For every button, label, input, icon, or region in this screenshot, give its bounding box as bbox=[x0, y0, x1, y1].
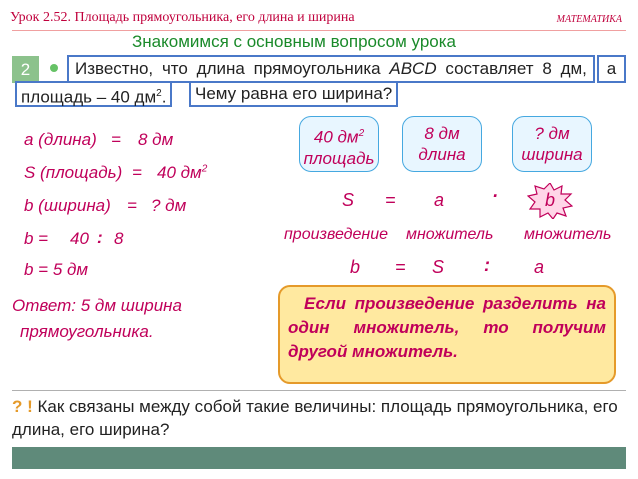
rule-line1 bbox=[288, 292, 606, 316]
pill-area-label: площадь bbox=[303, 148, 375, 168]
formula2-op: : bbox=[484, 255, 490, 275]
calc2: b = 5 дм bbox=[24, 260, 89, 279]
pill-length-value: 8 дм bbox=[424, 124, 460, 143]
solution-s-label: S (площадь) bbox=[24, 163, 123, 182]
term-factor2: множитель bbox=[524, 226, 612, 243]
rule-word: произведение bbox=[354, 294, 475, 313]
pill-area bbox=[299, 116, 379, 172]
formula1-eq: = bbox=[385, 190, 396, 210]
term-factor1: множитель bbox=[406, 226, 494, 243]
rule-word: разделить bbox=[482, 294, 578, 313]
rule-word: множитель, bbox=[353, 318, 460, 337]
answer-line2: прямоугольника. bbox=[20, 322, 154, 341]
task-word: ABCD bbox=[389, 59, 437, 78]
task-word: дм, bbox=[560, 59, 587, 78]
solution-b-label: b (ширина) bbox=[24, 196, 111, 215]
formula1-op: · bbox=[492, 186, 498, 206]
solution-a-value: 8 дм bbox=[138, 130, 174, 149]
rule-word: то bbox=[483, 318, 509, 337]
answer-line1: Ответ: 5 дм ширина bbox=[12, 296, 182, 315]
rule-word: получим bbox=[532, 318, 606, 337]
task-area-sup: 2 bbox=[156, 88, 162, 99]
task-word: составляет bbox=[445, 59, 534, 78]
task-text-line1 bbox=[67, 55, 595, 83]
question-marks: ? ! bbox=[12, 397, 33, 416]
pill-length bbox=[402, 116, 482, 172]
rule-line2 bbox=[288, 316, 606, 340]
pill-area-sup: 2 bbox=[358, 128, 365, 139]
calc1-operator: : bbox=[97, 228, 103, 247]
task-text-line2 bbox=[15, 81, 172, 107]
rule-box bbox=[278, 285, 616, 384]
question-text bbox=[12, 395, 626, 441]
task-word: длина bbox=[196, 59, 245, 78]
calc1-left: b = bbox=[24, 229, 49, 248]
solution-s-value bbox=[157, 163, 207, 183]
task-dot: . bbox=[161, 87, 167, 107]
task-question: Чему равна его ширина? bbox=[189, 81, 398, 107]
pill-area-value bbox=[300, 123, 378, 148]
pill-width-label: ширина bbox=[521, 145, 583, 164]
rule-line3: другой множитель. bbox=[288, 342, 458, 361]
formula2-b: b bbox=[350, 257, 361, 277]
pill-area-number: 40 дм bbox=[313, 127, 359, 147]
formula1-s: S bbox=[342, 190, 355, 210]
footer-bar bbox=[12, 447, 626, 469]
calc1-dividend: 40 bbox=[70, 229, 89, 248]
solution-b-eq: = bbox=[127, 196, 137, 215]
solution-a-label: a (длина) bbox=[24, 130, 97, 149]
formula2-s: S bbox=[432, 257, 445, 277]
pill-width-value: ? дм bbox=[534, 124, 570, 143]
pill-width bbox=[512, 116, 592, 172]
task-word: 8 bbox=[542, 59, 552, 78]
pill-length-label: длина bbox=[418, 145, 466, 164]
formula2-eq: = bbox=[395, 257, 406, 277]
header-divider bbox=[12, 30, 626, 31]
task-number: 2 bbox=[12, 56, 39, 83]
slide-subtitle: Знакомимся с основным вопросом урока bbox=[132, 32, 457, 51]
rule-word: один bbox=[288, 318, 330, 337]
question-body: Как связаны между собой такие величины: площадь прямоугольника, его длина, его ширина? bbox=[12, 397, 618, 439]
solution-b-value: ? дм bbox=[151, 196, 187, 215]
solution-s-number: 40 дм bbox=[157, 163, 202, 182]
rule-word: на bbox=[586, 294, 606, 313]
task-word: что bbox=[161, 59, 188, 78]
bullet-icon bbox=[50, 64, 58, 72]
term-product: произведение bbox=[284, 226, 388, 243]
formula1-b: b bbox=[545, 190, 556, 210]
subject-label: МАТЕМАТИКА bbox=[556, 14, 622, 25]
rule-word: Если bbox=[304, 294, 346, 313]
solution-s-sup: 2 bbox=[201, 163, 208, 175]
calc1-divisor: 8 bbox=[114, 229, 124, 248]
question-divider bbox=[12, 390, 626, 391]
task-word: Известно, bbox=[75, 59, 154, 78]
task-area: площадь – 40 дм bbox=[21, 87, 157, 107]
task-word: прямоугольника bbox=[253, 59, 381, 78]
solution-a-eq: = bbox=[111, 130, 121, 149]
formula2-a: a bbox=[534, 257, 545, 277]
task-text-line1-end: а bbox=[597, 55, 626, 83]
lesson-title: Урок 2.52. Площадь прямоугольника, его длина и ширина bbox=[10, 10, 355, 25]
solution-s-eq: = bbox=[132, 163, 142, 182]
formula1-a: a bbox=[434, 190, 445, 210]
